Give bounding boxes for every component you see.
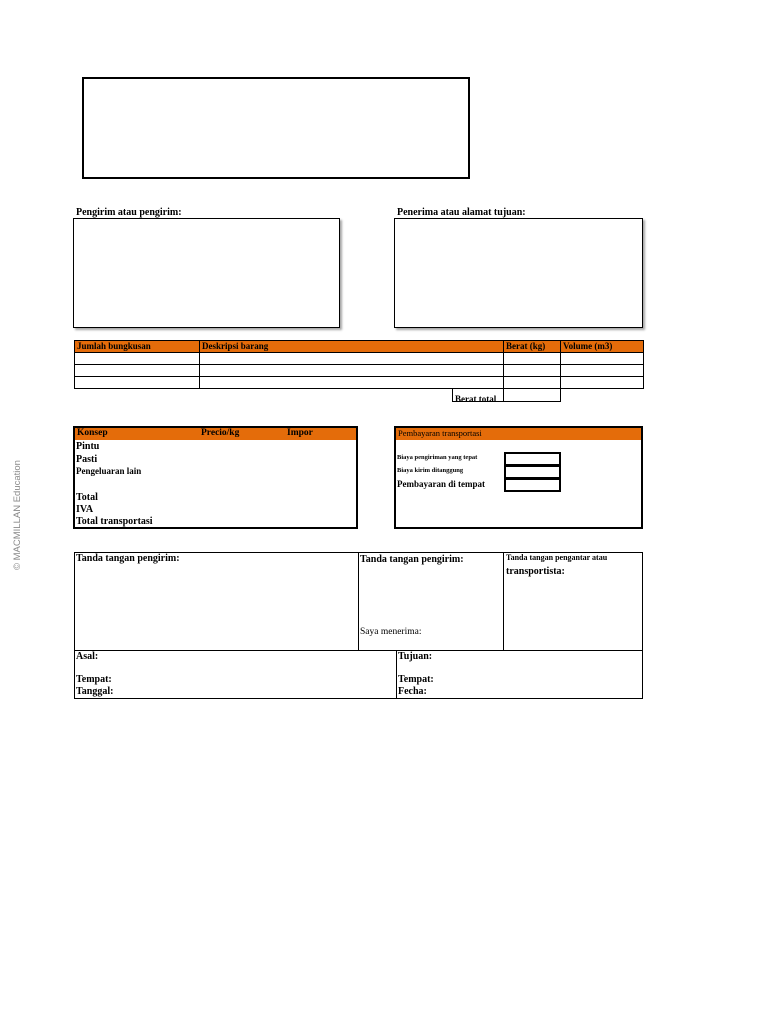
column-header: Jumlah bungkusan: [75, 341, 200, 353]
goods-table: [74, 340, 644, 389]
total-weight-field[interactable]: [503, 388, 561, 402]
carrier-label: transportista:: [506, 566, 565, 577]
cost-row-label: IVA: [76, 504, 94, 515]
payment-header: Pembayaran transportasi: [398, 428, 482, 438]
column-header: Volume (m3): [561, 341, 644, 353]
origin-date-label: Tanggal:: [76, 686, 114, 697]
carrier-label: Tanda tangan pengantar atau: [506, 553, 608, 562]
column-header: Konsep: [77, 428, 108, 438]
cost-row-label: Pintu: [76, 441, 100, 452]
cost-row-label: Pasti: [76, 454, 98, 465]
destination-date-label: Fecha:: [398, 686, 427, 697]
sender-label: Pengirim atau pengirim:: [76, 207, 182, 218]
column-header: Impor: [287, 428, 313, 438]
recipient-field[interactable]: [394, 218, 643, 328]
column-header: Deskripsi barang: [200, 341, 504, 353]
total-weight-label: Berat total: [455, 394, 497, 404]
table-cell[interactable]: [75, 353, 200, 365]
table-cell[interactable]: [504, 377, 561, 389]
payment-box: [394, 426, 643, 529]
column-header: Berat (kg): [504, 341, 561, 353]
table-cell[interactable]: [561, 365, 644, 377]
header-box: [82, 77, 470, 179]
total-weight-label-cell: [452, 388, 504, 402]
origin-place-label: Tempat:: [76, 674, 112, 685]
cost-row-label: Total: [76, 492, 98, 503]
table-cell[interactable]: [75, 365, 200, 377]
received-label: Saya menerima:: [360, 627, 422, 637]
table-cell[interactable]: [504, 353, 561, 365]
signature-sender-cell[interactable]: [74, 552, 359, 651]
recipient-label: Penerima atau alamat tujuan:: [397, 207, 526, 218]
table-cell[interactable]: [561, 353, 644, 365]
table-cell[interactable]: [200, 365, 504, 377]
destination-place-label: Tempat:: [398, 674, 434, 685]
cost-row-label: Pengeluaran lain: [76, 466, 142, 476]
table-cell[interactable]: [75, 377, 200, 389]
sender-field[interactable]: [73, 218, 340, 328]
copyright-text: © MACMILLAN Education: [12, 460, 23, 570]
origin-cell[interactable]: [74, 650, 397, 699]
table-cell[interactable]: [561, 377, 644, 389]
payment-option-label: Pembayaran di tempat: [397, 479, 485, 489]
payment-option-label: Biaya pengiriman yang tepat: [397, 454, 478, 461]
table-row: [75, 365, 644, 377]
destination-cell[interactable]: [396, 650, 643, 699]
table-row: [75, 377, 644, 389]
signature-label: Tanda tangan pengirim:: [76, 553, 180, 564]
table-cell[interactable]: [504, 365, 561, 377]
origin-label: Asal:: [76, 651, 99, 662]
cost-table: [73, 426, 358, 529]
cost-row-label: Total transportasi: [76, 516, 153, 527]
payment-option-label: Biaya kirim ditanggung: [397, 467, 464, 474]
table-cell[interactable]: [200, 353, 504, 365]
table-row: [75, 353, 644, 365]
signature-label: Tanda tangan pengirim:: [360, 554, 464, 565]
payment-checkbox[interactable]: [504, 465, 561, 479]
destination-label: Tujuan:: [398, 651, 433, 662]
table-cell[interactable]: [200, 377, 504, 389]
payment-checkbox[interactable]: [504, 478, 561, 492]
signature-carrier-cell[interactable]: [503, 552, 643, 651]
cost-header-row: [75, 428, 356, 440]
payment-header-row: [396, 428, 641, 440]
payment-checkbox[interactable]: [504, 452, 561, 466]
column-header: Precio/kg: [201, 428, 240, 438]
goods-header-row: [75, 341, 644, 353]
signature-sender-2-cell[interactable]: [358, 552, 504, 651]
